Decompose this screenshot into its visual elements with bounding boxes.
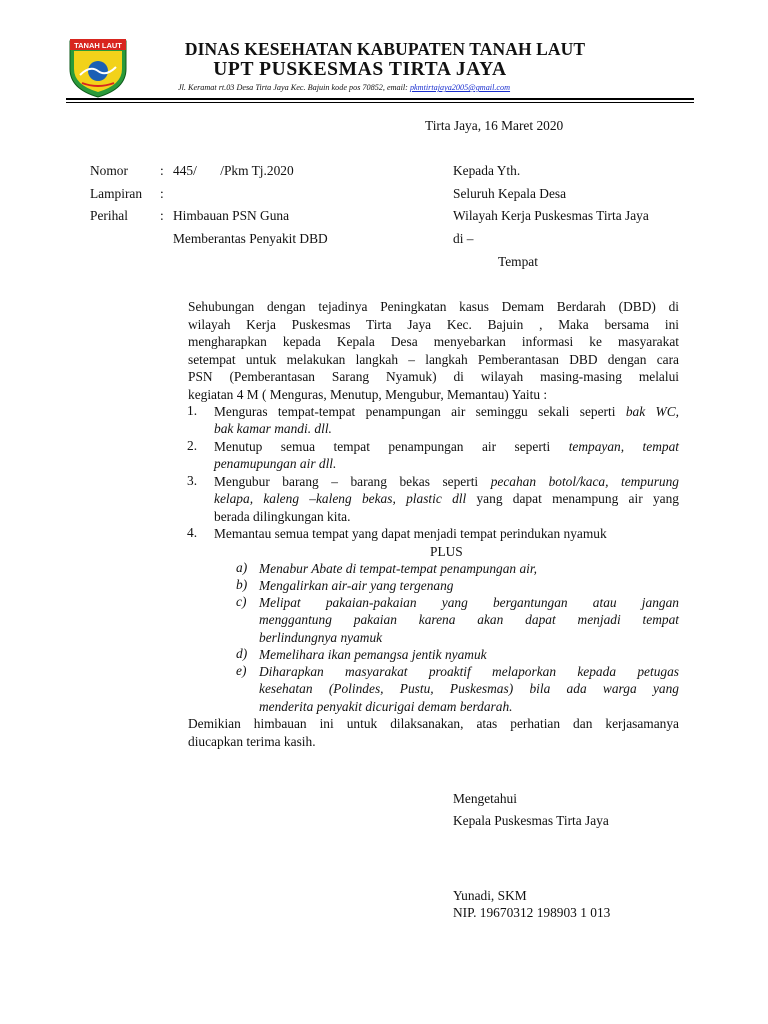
lampiran-colon: :: [160, 186, 164, 201]
list-item: Memantau semua tempat yang dapat menjadi tempat perindukan nyamuk: [214, 526, 607, 541]
email-link[interactable]: pkmtirtajaya2005@gmail.com: [409, 83, 511, 92]
intro-line: kegiatan 4 M ( Menguras, Menutup, Mengubur, Memantau) Yaitu :: [188, 386, 548, 402]
nomor-value: 445/ /Pkm Tj.2020: [173, 163, 294, 178]
intro-line: mengharapkan kepada Kepala Desa menyebarkan informasi ke masyarakat: [188, 334, 679, 350]
list-item: Menguras tempat-tempat penampungan air seminggu sekali seperti bak WC, bak kamar mandi. dll.: [214, 404, 679, 437]
intro-paragraph: [188, 298, 679, 404]
letter-date: Tirta Jaya, 16 Maret 2020: [425, 118, 564, 133]
sublist-label: a): [236, 560, 248, 575]
recipient-place: Tempat: [498, 254, 538, 269]
signatory-name: Yunadi, SKM: [453, 888, 527, 903]
nomor-label: Nomor: [90, 163, 128, 178]
signatory-nip: NIP. 19670312 198903 1 013: [453, 905, 611, 920]
logo-text: TANAH LAUT: [74, 41, 122, 50]
recipient-line: Kepada Yth.: [453, 163, 521, 178]
sublist-label: e): [236, 663, 247, 678]
sublist-item: Diharapkan masyarakat proaktif melaporkan kepada petugas kesehatan (Polindes, Pustu, Puskesmas) bila ada warga yang menderita penyakit dicurigai demam berdarah.: [259, 664, 679, 714]
agency-name: DINAS KESEHATAN KABUPATEN TANAH LAUT: [184, 39, 586, 59]
recipient-line: di –: [453, 231, 474, 246]
closing-line: diucapkan terima kasih.: [188, 733, 316, 749]
signature-acknowledge: Mengetahui: [453, 791, 517, 806]
sublist-label: d): [236, 646, 248, 661]
intro-line: wilayah Kerja Puskesmas Tirta Jaya Kec. Bajuin , Maka bersama ini: [188, 316, 679, 332]
header-rule: [66, 98, 694, 100]
nomor-colon: :: [160, 163, 164, 178]
perihal-label: Perihal: [90, 208, 128, 223]
recipient-line: Seluruh Kepala Desa: [453, 186, 567, 201]
intro-line: Sehubungan dengan tejadinya Peningkatan kasus Demam Berdarah (DBD) di: [188, 299, 679, 314]
lampiran-label: Lampiran: [90, 186, 143, 201]
unit-name: UPT PUSKESMAS TIRTA JAYA: [213, 59, 507, 80]
signature-title: Kepala Puskesmas Tirta Jaya: [453, 813, 609, 828]
plus-label: PLUS: [430, 544, 463, 559]
list-number: 2.: [187, 438, 198, 453]
sublist-item: Mengalirkan air-air yang tergenang: [259, 578, 454, 593]
address-line: [178, 83, 510, 92]
sublist-item: Memelihara ikan pemangsa jentik nyamuk: [259, 647, 487, 662]
address-text: Jl. Keramat rt.03 Desa Tirta Jaya Kec. Bajuin kode pos 70852, email:: [178, 83, 408, 92]
perihal-value: Himbauan PSN Guna: [173, 208, 290, 223]
perihal-value-cont: Memberantas Penyakit DBD: [173, 231, 328, 246]
regency-logo: [66, 35, 130, 99]
list-number: 4.: [187, 525, 198, 540]
intro-line: setempat untuk melakukan langkah – langkah Pemberantasan DBD dengan cara: [188, 351, 679, 367]
sublist-item: Menabur Abate di tempat-tempat penampungan air,: [259, 561, 537, 576]
sublist-label: b): [236, 577, 248, 592]
intro-line: PSN (Pemberantasan Sarang Nyamuk) di wilayah masing-masing melalui: [188, 369, 679, 385]
perihal-colon: :: [160, 208, 164, 223]
recipient-line: Wilayah Kerja Puskesmas Tirta Jaya: [453, 208, 649, 223]
header-rule-thin: [66, 102, 694, 103]
list-number: 1.: [187, 403, 198, 418]
list-number: 3.: [187, 473, 198, 488]
list-item: Menutup semua tempat penampungan air seperti tempayan, tempat penamupungan air dll.: [214, 439, 679, 472]
closing-paragraph: [188, 715, 679, 750]
sublist-item: Melipat pakaian-pakaian yang bergantungan atau jangan menggantung pakaian karena akan dapat menjadi tempat berlindungnya nyamuk: [259, 595, 679, 645]
sublist-label: c): [236, 594, 247, 609]
closing-line: Demikian himbauan ini untuk dilaksanakan, atas perhatian dan kerjasamanya: [188, 716, 679, 731]
list-item: Mengubur barang – barang bekas seperti pecahan botol/kaca, tempurung kelapa, kaleng –kaleng bekas, plastic dll yang dapat menampung air yang berada dilingkungan kita.: [214, 474, 679, 524]
